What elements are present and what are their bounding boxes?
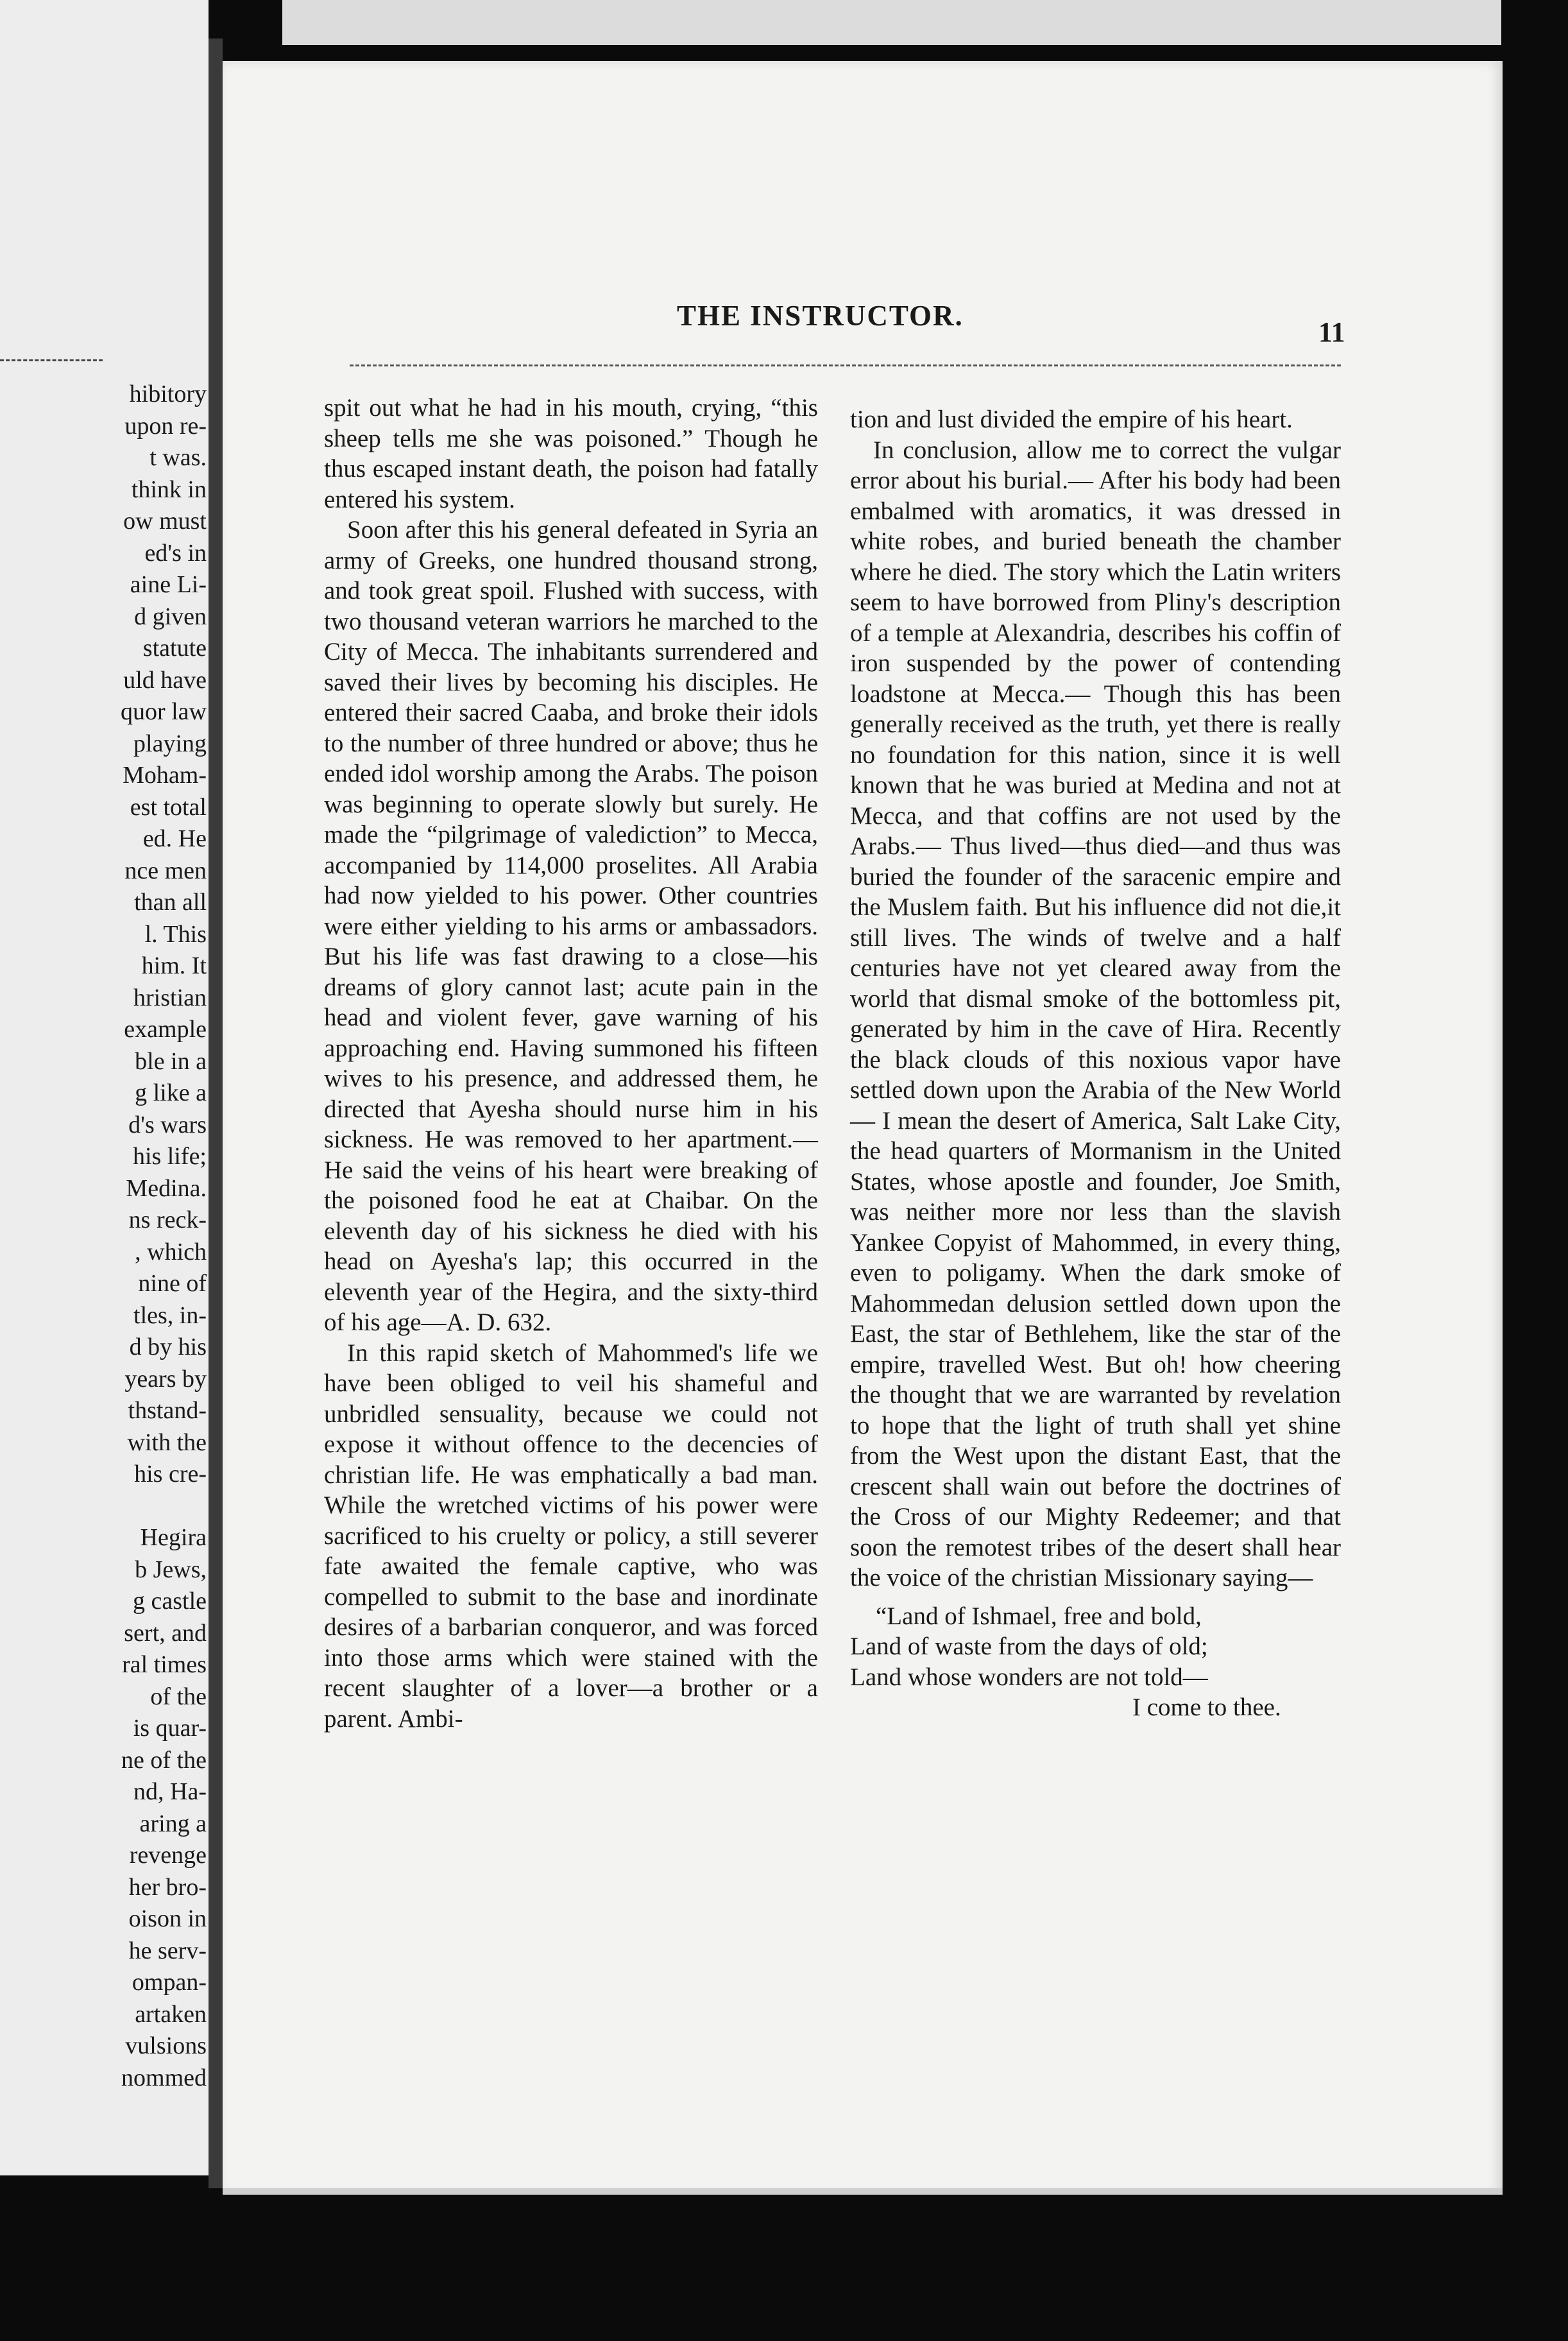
facing-page-line: ble in a [135, 1047, 207, 1075]
facing-page-line: ns reck- [128, 1206, 207, 1233]
facing-page-line: est total [130, 793, 207, 821]
page-bottom-edge [223, 2188, 1503, 2195]
facing-page-line: revenge [129, 1842, 207, 1869]
facing-page-line: her bro- [128, 1873, 207, 1901]
facing-page-line: t was. [149, 444, 207, 471]
facing-page-line: upon re- [124, 412, 207, 440]
facing-page-line: ed's in [144, 539, 207, 567]
facing-page-line: is quar- [133, 1715, 207, 1742]
facing-page-line: statute [142, 635, 207, 662]
facing-page-line: g like a [135, 1079, 207, 1106]
facing-page-line: ed. He [142, 825, 207, 852]
poem-line: Land of waste from the days of old; [850, 1633, 1208, 1660]
text-column-left [324, 393, 818, 1734]
facing-page-line: d given [134, 603, 207, 630]
facing-page-line: think in [131, 476, 207, 503]
book-gutter [209, 39, 223, 2188]
facing-page-line: nommed [121, 2064, 207, 2091]
scan-top-strip [282, 0, 1501, 45]
facing-page-line: g castle [132, 1588, 207, 1615]
poem-line: I come to thee. [1132, 1694, 1281, 1721]
facing-page-line [0, 1491, 207, 1523]
facing-page-line: ow must [123, 508, 207, 535]
text-column-right [850, 404, 1341, 1723]
facing-page-line: d by his [129, 1333, 207, 1360]
facing-page-line: with the [127, 1428, 207, 1456]
facing-page-line: thstand- [128, 1397, 207, 1424]
header-rule [350, 364, 1341, 366]
facing-page-line: example [124, 1016, 207, 1043]
facing-page-line: hristian [133, 984, 207, 1011]
facing-page-text [0, 379, 207, 2094]
facing-page-line: hibitory [129, 381, 207, 407]
facing-page-line: of the [150, 1683, 207, 1710]
facing-page-line: b Jews, [135, 1556, 207, 1583]
facing-page-line: ral times [122, 1651, 207, 1678]
paragraph: Soon after this his general defeated in Syria an army of Greeks, one hundred thousand strong, and took great spoil. Flushed with success, with two thousand veteran warriors he marched to the City of Mecca. The inhabitants surrendered and saved their lives by becoming his disciples. He entered their sacred Caaba, and broke their idols to the number of three hundred or above; thus he ended idol worship among the Arabs. The poison was beginning to operate slowly but surely. He made the “pilgrimage of valediction” to Mecca, accompanied by 114,000 proselites. All Arabia had now yielded to his power. Other countries were either yielding to his arms or ambassadors. But his life was fast drawing to a close—his dreams of glory cannot last; acute pain in the head and violent fever, gave warning of his approaching end. Having summoned his fifteen wives to his presence, and addressed them, he directed that Ayesha should nurse him in his sickness. He was removed to her apartment.— He said the veins of his heart were breaking of the poisoned food he eat at Chaibar. On the eleventh day of his sickness he died with his head on Ayesha's lap; this occurred in the eleventh year of the Hegira, and the sixty-third of his age—A. D. 632. [324, 516, 818, 1336]
facing-page-line: aine Li- [130, 571, 207, 598]
facing-page-line: nine of [138, 1270, 207, 1297]
facing-page-line: Hegira [140, 1524, 207, 1551]
facing-page-line: nd, Ha- [133, 1778, 207, 1805]
facing-page-line: d's wars [128, 1111, 207, 1138]
paragraph: In conclusion, allow me to correct the vulgar error about his burial.— After his body had been embalmed with aromatics, it was dressed in white robes, and buried beneath the chamber where he died. The story which the Latin writers seem to have borrowed from Pliny's description of a temple at Alexandria, describes his coffin of iron suspended by the power of contending loadstone at Mecca.— Though this has been generally received as the truth, yet there is really no foundation for this nation, since it is well known that he was buried at Medina and not at Mecca, and that coffins are not used by the Arabs.— Thus lived—thus died—and thus was buried the founder of the saracenic empire and the Muslem faith. But his influence did not die,it still lives. The winds of twelve and a half centuries have not yet cleared away from the world that dismal smoke of the bottomless pit, generated by him in the cave of Hira. Recently the black clouds of this noxious vapor have settled down upon the Arabia of the New World— I mean the desert of America, Salt Lake City, the head quarters of Mormanism in the United States, whose apostle and founder, Joe Smith, was neither more nor less than the slavish Yankee Copyist of Mahommed, in every thing, even to poligamy. When the dark smoke of Mahommedan delusion settled down upon the East, the star of Bethlehem, like the star of the empire, travelled West. But oh! how cheering the thought that we are warranted by revelation to hope that the light of truth shall yet shine from the West upon the distant East, that the crescent shall wain out before the doctrines of the Cross of our Mighty Redeemer; and that soon the remotest tribes of the desert shall hear the voice of the christian Missionary saying— [850, 436, 1341, 1591]
facing-page-line: quor law [120, 698, 207, 725]
facing-page-rule [0, 359, 103, 361]
facing-page-line: vulsions [125, 2032, 207, 2059]
facing-page-line: l. This [144, 920, 207, 948]
facing-page-line: , which [135, 1238, 207, 1265]
facing-page-fragment [0, 0, 209, 2175]
facing-page-line: Medina. [126, 1174, 207, 1202]
facing-page-line: nce men [124, 857, 207, 884]
facing-page-line: tles, in- [133, 1301, 207, 1329]
running-head: THE INSTRUCTOR. [677, 300, 964, 332]
facing-page-line: aring a [139, 1810, 207, 1837]
facing-page-line: uld have [123, 666, 207, 694]
facing-page-line: his cre- [134, 1461, 207, 1488]
facing-page-line: he serv- [128, 1937, 207, 1964]
poem-line: Land whose wonders are not told— [850, 1663, 1208, 1691]
facing-page-line: playing [133, 730, 207, 757]
paragraph: tion and lust divided the empire of his heart. [850, 406, 1293, 433]
facing-page-line: ompan- [132, 1969, 207, 1996]
facing-page-line: Moham- [123, 762, 207, 789]
poem-line: “Land of Ishmael, free and bold, [876, 1602, 1202, 1630]
facing-page-line: ne of the [121, 1746, 207, 1774]
page-number: 11 [1318, 316, 1345, 348]
facing-page-line: oison in [128, 1905, 207, 1932]
poem-stanza [850, 1601, 1341, 1723]
facing-page-line: than all [134, 889, 207, 916]
facing-page-line: sert, and [124, 1619, 207, 1647]
facing-page-line: years by [124, 1365, 207, 1393]
facing-page-line: him. It [141, 952, 207, 979]
paragraph: In this rapid sketch of Mahommed's life we have been obliged to veil his shameful and unbridled sensuality, because we could not expose it without offence to the decencies of christian life. He was emphatically a bad man. While the wretched victims of his power were sacrificed to his cruelty or policy, a still severer fate awaited the female captive, who was compelled to submit to the base and inordinate desires of a barbarian conqueror, and was forced into those arms which were stained with the recent slaughter of a lover—a brother or a parent. Ambi- [324, 1339, 818, 1733]
paragraph: spit out what he had in his mouth, crying, “this sheep tells me she was poisoned.” Though he thus escaped instant death, the poison had fatally entered his system. [324, 394, 818, 513]
facing-page-line: his life; [132, 1143, 207, 1170]
facing-page-line: artaken [135, 2000, 207, 2028]
